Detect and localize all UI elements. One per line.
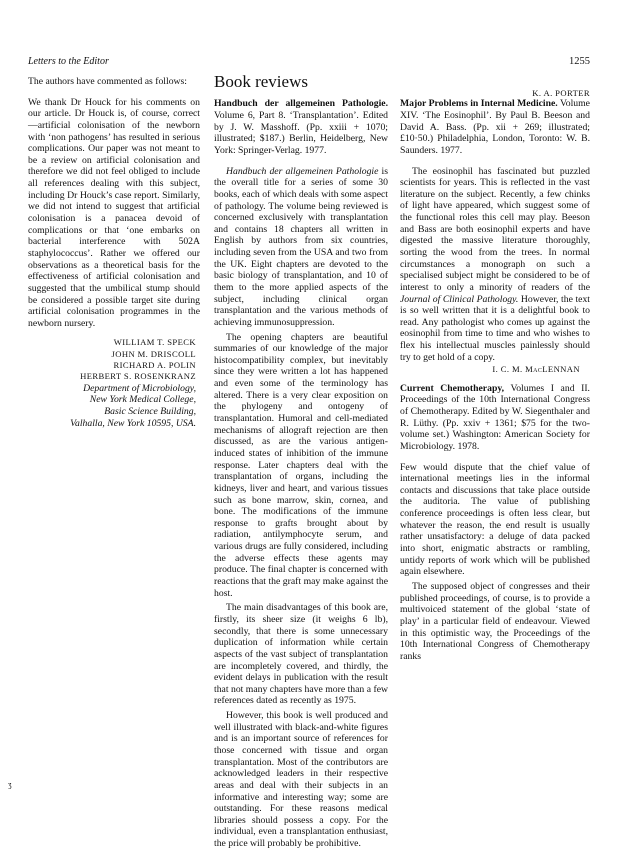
review2-citation: Major Problems in Internal Medicine. Volume XIV. ‘The Eosinophil’. By Paul B. Beeson and David A. Bass. (Pp. xii + 269; illustrated; £10·50.) Philadelphia, London, Toronto: W. B. Saunders. 1977.: [400, 98, 590, 156]
review2-reviewer: I. C. M. MacLENNAN: [492, 364, 580, 375]
signatory: WILLIAM T. SPECK: [113, 337, 196, 348]
review1-paragraph: Handbuch der allgemeinen Pathologie is the overall title for a series of some 30 books, each of which deals with some aspect of pathology. The volume being reviewed is concerned exclusively with transplantation and contains 18 chapters all written in English by authors from six countries, including seven from the USA and two from the UK. Eight chapters are devoted to the basic biology of transplantation, and 10 of them to the more applied aspects of the subject, including clinical organ transplantation and the various methods of achieving immunosuppression.: [214, 165, 388, 328]
affiliation-line: Department of Microbiology,: [83, 382, 196, 394]
review1-paragraph: However, this book is well produced and well illustrated with black-and-white figures and is an important source of references for those concerned with tissue and organ transplantation. Most of the contributors are acknowledged leaders in their respective areas and deal with their subjects in an informative and interesting way; some are outstanding. For these reasons medical libraries should possess a copy. For the individual, even a transplantation enthusiast, the price will probably be prohibitive.: [214, 710, 388, 850]
letter-signatories: [28, 337, 200, 381]
review1-citation: [214, 98, 388, 156]
review3-citation: Current Chemotherapy, Volumes I and II. Proceedings of the 10th International Congress of Chemotherapy. Edited by W. Siegenthaler and R. Lüthy. (Pp. xxiv + 1361; $75 for the two-volume set.) Washington: American Society for Microbiology. 1978.: [400, 382, 590, 452]
review1-reviewer: K. A. PORTER: [532, 88, 590, 98]
review1-title: Handbuch der allgemeinen Pathologie.: [214, 98, 388, 110]
affiliation-line: Valhalla, New York 10595, USA.: [70, 417, 196, 429]
review3-title: Current Chemotherapy,: [400, 382, 505, 394]
review2-title: Major Problems in Internal Medicine.: [400, 98, 558, 110]
review1-paragraph: The main disadvantages of this book are, firstly, its sheer size (it weighs 6 lb), secondly, that there is some unnecessary duplication of information while certain aspects of the vast subject of transplantation are incompletely covered, and thirdly, the evident delays in publication with the result that not many chapters have more than a few references dated as recently as 1975.: [214, 602, 388, 707]
review1-paragraph: The opening chapters are beautiful summaries of our knowledge of the major histocompatibility complex, but inevitably since they were written a lot has happened and even some of the terminology has altered. There is a very clear exposition on the phylogeny and ontogeny of transplantation. Humoral and cell-mediated mechanisms of allograft rejection are then discussed, as are the various antigen-induced states of inhibition of the immune response. Later chapters deal with the transplantation of organs, including the kidneys, liver and heart, and various tissues such as bone marrow, skin, cornea, and bone. The modifications of the immune response to grafts brought about by radiation, antilymphocyte serum, and various drugs are fully considered, including the adverse effects these agents may produce. The final chapter is concerned with reactions that the graft may make against the host.: [214, 331, 388, 599]
column-reviews-continued: [400, 76, 590, 662]
column-letter: [28, 76, 200, 429]
signatory: JOHN M. DRISCOLL: [111, 348, 196, 359]
review2-journal-title: Journal of Clinical Pathology.: [400, 293, 519, 305]
signatory: HERBERT S. ROSENKRANZ: [80, 371, 196, 382]
review1-citation-text: Volume 6, Part 8. ‘Transplantation’. Edited by J. W. Masshoff. (Pp. xxiii + 1070; illustrated; $187.) Berlin, Heidelberg, New York: Springer-Verlag. 1977.: [214, 110, 388, 156]
letter-affiliation: [28, 383, 200, 430]
review3-paragraph: The supposed object of congresses and their published proceedings, of course, is to provide a multivoiced statement of the global ‘state of play’ in a particular field of endeavour. Viewed in this optimistic way, the Proceedings of the 10th International Congress of Chemotherapy ranks: [400, 580, 590, 662]
column-book-reviews: [214, 72, 388, 850]
signatory: RICHARD A. POLIN: [113, 360, 196, 371]
affiliation-line: Basic Science Building,: [104, 405, 196, 417]
section-title: Book reviews: [214, 72, 308, 91]
margin-mark: ʒ: [8, 780, 12, 789]
running-header: Letters to the Editor: [28, 56, 109, 67]
review2-paragraph: The eosinophil has fascinated but puzzled scientists for years. This is reflected in the vast literature on the subject. Recently, a few chinks of light have appeared, which suggest some of the functional roles this cell may play. Beeson and Bass are both eosinophil experts and have digested the massive literature thoroughly, sorting the wood from the trees. In normal circumstances a monograph on such a specialised subject might be considered to be of interest to only a minority of readers of the Journal of Clinical Pathology. However, the text is so well written that it is a delightful book to read. Any pathologist who comes up against the eosinophil from time to time and who wishes to flex his intellectual muscles painlessly should try to get hold of a copy.: [400, 165, 590, 363]
review1-series-title: Handbuch der allgemeinen Pathologie: [226, 165, 379, 177]
affiliation-line: New York Medical College,: [89, 394, 196, 406]
review3-paragraph: Few would dispute that the chief value of international meetings lies in the informal contacts and discussions that take place outside the auditoria. The value of publishing conference proceedings is often less clear, but whatever the reason, the end result is usually rather unsatisfactory: a deluge of data packed into short, enigmatic abstracts or rambling, untidy reports of work which will be published again elsewhere.: [400, 461, 590, 578]
letter-intro: The authors have commented as follows:: [28, 76, 187, 87]
page-number: 1255: [569, 56, 590, 67]
letter-body: We thank Dr Houck for his comments on our article. Dr Houck is, of course, correct—artificial colonisation of the newborn with ‘non pathogens’ has resulted in serious complications. Our paper was not meant to be a review on artificial colonisation and therefore we did not feel obliged to include all references dealing with this subject, including Dr Houck’s case report. Similarly, we did not intend to suggest that artificial colonisation is a panacea devoid of complications or that ‘one embarks on bacterial interference with 502A staphylococcus’. Rather we offered our observations as a theoretical basis for the effectiveness of artificial colonisation and suggested that the umbilical stump should be considered a possible target site during artificial colonisation programmes in the newborn nursery.: [28, 96, 200, 329]
